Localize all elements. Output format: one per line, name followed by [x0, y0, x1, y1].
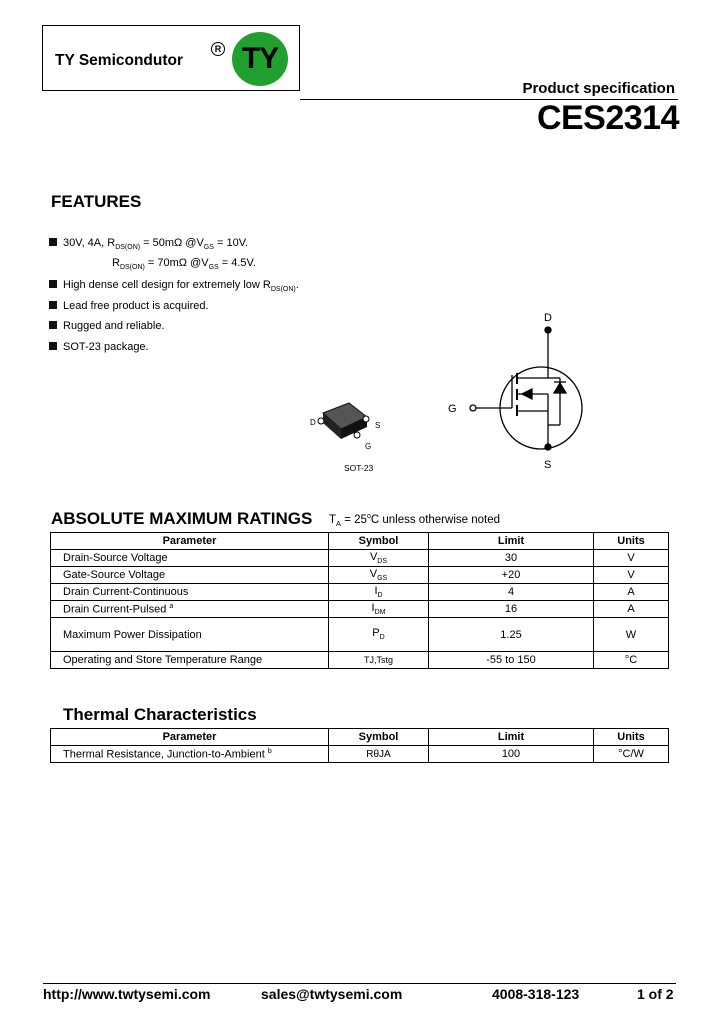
col-header-units: Units	[594, 729, 669, 746]
feature-item: SOT-23 package.	[49, 341, 149, 353]
thermal-heading: Thermal Characteristics	[63, 705, 257, 724]
company-logo-box	[42, 25, 300, 91]
footer-website-link[interactable]: http://www.twtysemi.com	[43, 986, 211, 1002]
footer-email-link[interactable]: sales@twtysemi.com	[261, 986, 403, 1002]
feature-item: Lead free product is acquired.	[49, 300, 209, 312]
footer-phone: 4008-318-123	[492, 986, 580, 1002]
col-header-symbol: Symbol	[329, 533, 429, 550]
bullet-square-icon	[49, 321, 57, 329]
footer-divider	[43, 983, 676, 984]
table-row: Drain Current-Pulsed $^a$ $I_{DM}$ 16 A	[51, 601, 669, 618]
company-name: TY Semicondutor	[55, 52, 184, 69]
table-header-row	[51, 729, 669, 746]
pkg-pin-g: G	[365, 442, 372, 451]
table-row: Thermal Resistance, Junction-to-Ambient $^b$ RθJA 100 °C/W	[51, 746, 669, 763]
feature-item-continued: $R_{DS(ON)} = 70m\Omega$ $@V_{GS} = 4.5V$.	[112, 257, 256, 272]
table-header-row	[51, 533, 669, 550]
registered-mark-icon: R	[211, 42, 225, 56]
bullet-square-icon	[49, 280, 57, 288]
ratings-heading: ABSOLUTE MAXIMUM RATINGS	[51, 509, 313, 528]
bullet-square-icon	[49, 301, 57, 309]
mosfet-schematic-drawing	[440, 305, 590, 475]
ratings-table	[50, 532, 669, 669]
table-row: Operating and Store Temperature Range TJ,Tstg -55 to 150 °C	[51, 652, 669, 669]
schematic-pin-d: D	[544, 312, 552, 324]
feature-item: High dense cell design for extremely low $R_{DS(ON)}$.	[49, 279, 299, 293]
table-row: Drain Current-Continuous $I_D$ 4 A	[51, 584, 669, 601]
feature-item: Rugged and reliable.	[49, 320, 165, 332]
footer-page-number: 1 of 2	[637, 986, 674, 1002]
table-row: Drain-Source Voltage $V_{DS}$ 30 V	[51, 550, 669, 567]
ratings-condition: $T_A = 25^oC$ unless otherwise noted	[329, 513, 500, 529]
col-header-limit: Limit	[429, 533, 594, 550]
bullet-square-icon	[49, 238, 57, 246]
bullet-square-icon	[49, 342, 57, 350]
col-header-limit: Limit	[429, 729, 594, 746]
thermal-table	[50, 728, 669, 763]
schematic-pin-g: G	[448, 403, 457, 415]
col-header-symbol: Symbol	[329, 729, 429, 746]
feature-item: 30V, 4A, $R_{DS(ON)} = 50m\Omega$ $@V_{GS} = 10V$.	[49, 237, 248, 251]
pkg-pin-d: D	[310, 418, 316, 427]
product-spec-label: Product specification	[522, 80, 675, 97]
part-number-title: CES2314	[536, 99, 679, 137]
schematic-pin-s: S	[544, 459, 552, 471]
col-header-units: Units	[594, 533, 669, 550]
company-logo-mark: TY	[232, 32, 288, 86]
features-heading: FEATURES	[51, 192, 142, 211]
pkg-pin-s: S	[375, 421, 381, 430]
sot23-package-drawing	[305, 395, 395, 460]
col-header-parameter: Parameter	[51, 729, 329, 746]
col-header-parameter: Parameter	[51, 533, 329, 550]
table-row: Maximum Power Dissipation $P_D$ 1.25 W	[51, 618, 669, 652]
package-label: SOT-23	[344, 463, 374, 473]
table-row: Gate-Source Voltage $V_{GS}$ +20 V	[51, 567, 669, 584]
